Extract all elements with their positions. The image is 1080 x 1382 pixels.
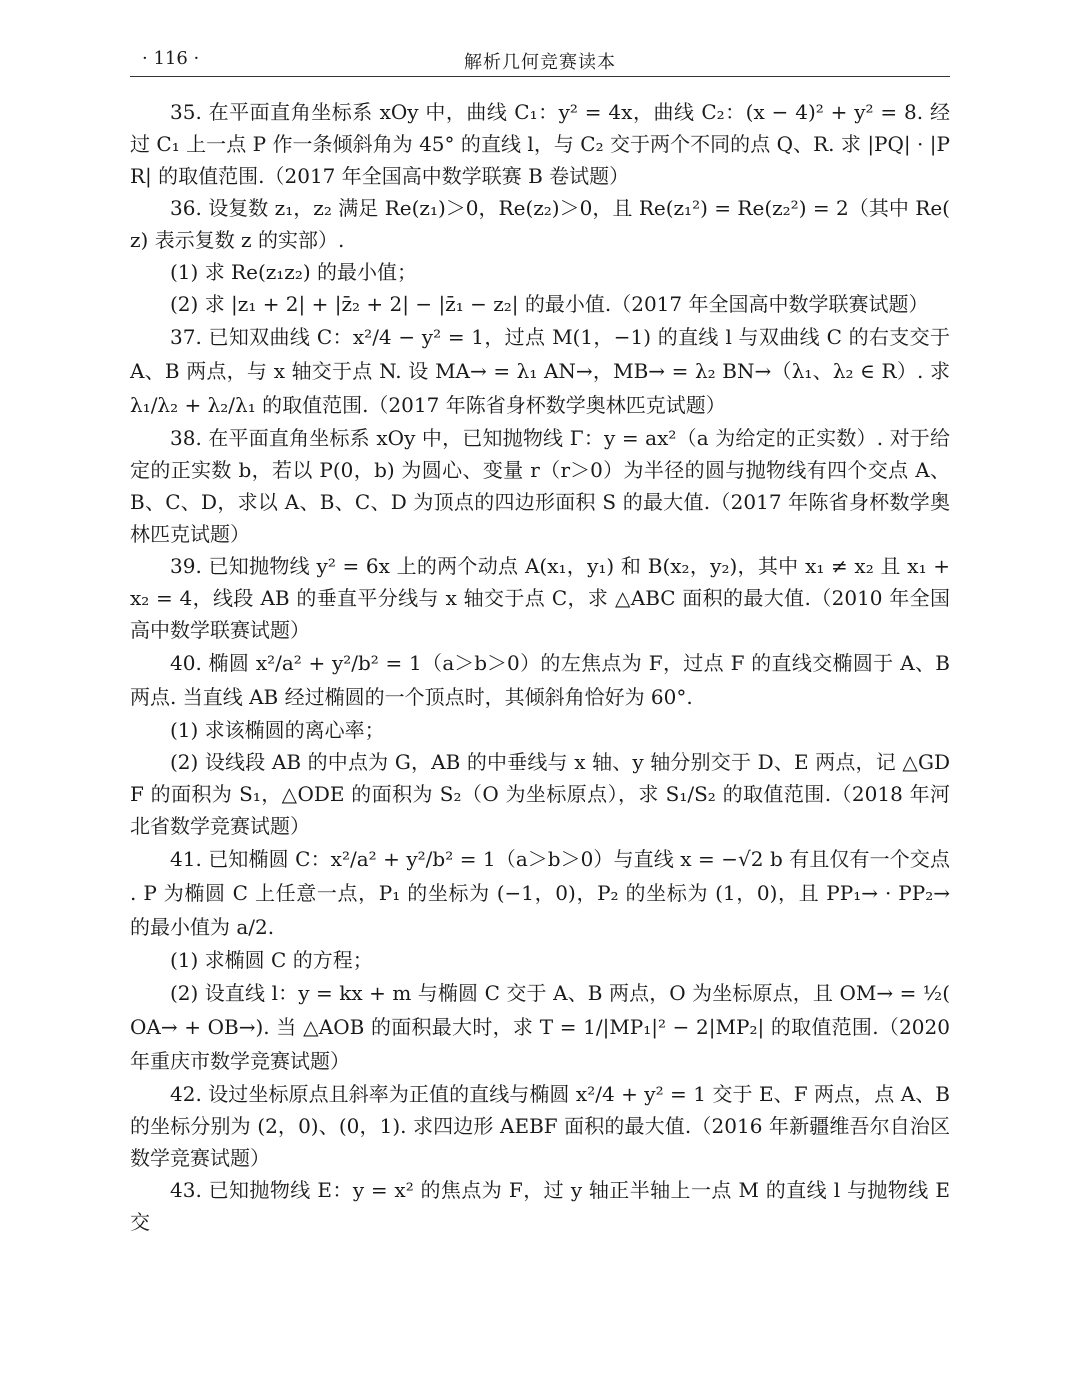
problem-40: 40. 椭圆 x²/a² + y²/b² = 1（a＞b＞0）的左焦点为 F，过点 F 的直线交椭圆于 A、B 两点. 当直线 AB 经过椭圆的一个顶点时，其倾斜角恰好为 60°. (130, 651, 950, 709)
page-header (130, 46, 950, 77)
problem-list (130, 96, 950, 1238)
problem-35: 35. 在平面直角坐标系 xOy 中，曲线 C₁：y² = 4x，曲线 C₂：(x − 4)² + y² = 8. 经过 C₁ 上一点 P 作一条倾斜角为 45° 的直线 l，与 C₂ 交于两个不同的点 Q、R. 求 |PQ| · |PR| 的取值范围.（2017 年全国高中数学联赛 B 卷试题） (130, 100, 950, 188)
problem-36-part-1: (1) 求 Re(z₁z₂) 的最小值； (170, 260, 418, 284)
problem-36-part-2: (2) 求 |z₁ + 2| + |z̄₂ + 2| − |z̄₁ − z₂| 的最小值.（2017 年全国高中数学联赛试题） (170, 292, 929, 316)
problem-41-part-2: (2) 设直线 l：y = kx + m 与椭圆 C 交于 A、B 两点，O 为坐标原点，且 OM→ = ½(OA→ + OB→). 当 △AOB 的面积最大时，求 T = 1/|MP₁|² − 2|MP₂| 的取值范围.（2020 年重庆市数学竞赛试题） (130, 981, 950, 1073)
page-number: · 116 · (142, 48, 200, 69)
problem-36: 36. 设复数 z₁，z₂ 满足 Re(z₁)＞0，Re(z₂)＞0，且 Re(z₁²) = Re(z₂²) = 2（其中 Re(z) 表示复数 z 的实部）. (130, 196, 950, 252)
book-title: 解析几何竞赛读本 (464, 52, 616, 73)
problem-39: 39. 已知抛物线 y² = 6x 上的两个动点 A(x₁，y₁) 和 B(x₂，y₂)，其中 x₁ ≠ x₂ 且 x₁ + x₂ = 4，线段 AB 的垂直平分线与 x 轴交于点 C，求 △ABC 面积的最大值.（2010 年全国高中数学联赛试题） (130, 554, 950, 642)
problem-38: 38. 在平面直角坐标系 xOy 中，已知抛物线 Γ：y = ax²（a 为给定的正实数）. 对于给定的正实数 b，若以 P(0，b) 为圆心、变量 r（r＞0）为半径的圆与抛物线有四个交点 A、B、C、D，求以 A、B、C、D 为顶点的四边形面积 S 的最大值.（2017 年陈省身杯数学奥林匹克试题） (130, 426, 950, 546)
problem-41: 41. 已知椭圆 C：x²/a² + y²/b² = 1（a＞b＞0）与直线 x = −√2 b 有且仅有一个交点. P 为椭圆 C 上任意一点，P₁ 的坐标为 (−1，0)，P₂ 的坐标为 (1，0)，且 PP₁→ · PP₂→ 的最小值为 a/2. (130, 847, 950, 939)
problem-40-part-1: (1) 求该椭圆的离心率； (170, 718, 385, 742)
problem-37: 37. 已知双曲线 C：x²/4 − y² = 1，过点 M(1，−1) 的直线 l 与双曲线 C 的右支交于 A、B 两点，与 x 轴交于点 N. 设 MA→ = λ₁ AN→，MB→ = λ₂ BN→（λ₁、λ₂ ∈ R）. 求 λ₁/λ₂ + λ₂/λ₁ 的取值范围.（2017 年陈省身杯数学奥林匹克试题） (130, 325, 950, 417)
problem-43: 43. 已知抛物线 E：y = x² 的焦点为 F，过 y 轴正半轴上一点 M 的直线 l 与抛物线 E 交 (130, 1178, 950, 1234)
problem-40-part-2: (2) 设线段 AB 的中点为 G，AB 的中垂线与 x 轴、y 轴分别交于 D、E 两点，记 △GDF 的面积为 S₁，△ODE 的面积为 S₂（O 为坐标原点），求 S₁/S₂ 的取值范围.（2018 年河北省数学竞赛试题） (130, 750, 950, 838)
problem-42: 42. 设过坐标原点且斜率为正值的直线与椭圆 x²/4 + y² = 1 交于 E、F 两点，点 A、B 的坐标分别为 (2，0)、(0，1). 求四边形 AEBF 面积的最大值.（2016 年新疆维吾尔自治区数学竞赛试题） (130, 1082, 950, 1170)
problem-41-part-1: (1) 求椭圆 C 的方程； (170, 948, 373, 972)
